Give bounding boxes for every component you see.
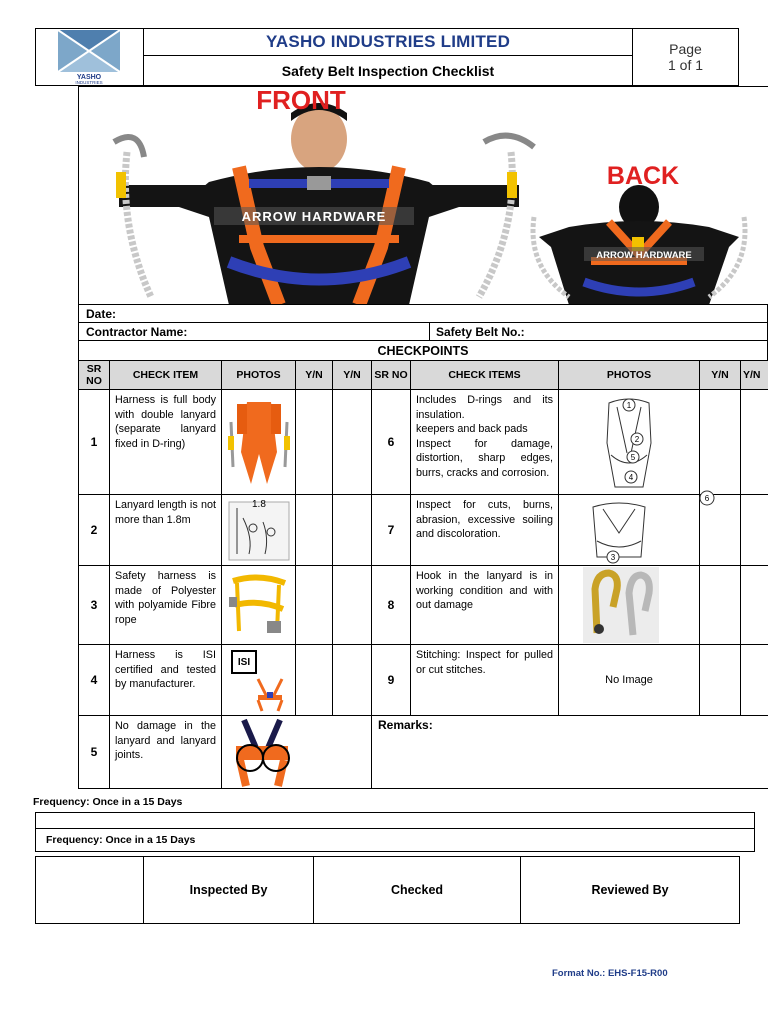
document-title: Safety Belt Inspection Checklist xyxy=(281,62,495,79)
row-8-yn-2[interactable] xyxy=(740,565,768,645)
watermark-back: ARROW HARDWARE xyxy=(596,250,692,261)
row-8-sr: 8 xyxy=(371,565,411,645)
logo-subtext: INDUSTRIES xyxy=(75,80,103,84)
row-8-photo xyxy=(558,565,700,645)
row-9-sr: 9 xyxy=(371,644,411,716)
checkpoints-title: CHECKPOINTS xyxy=(377,343,469,358)
lanyard-joint-photo xyxy=(226,718,298,788)
header-yn-left-1: Y/N xyxy=(295,360,333,390)
logo-cell xyxy=(36,29,144,85)
lanyard-hook-photo xyxy=(583,567,659,643)
row-4-photo xyxy=(221,644,296,716)
marker-3: 3 xyxy=(610,553,616,562)
row-9-check-item: Stitching: Inspect for pulled or cut stitches. xyxy=(410,644,559,716)
row-6-line-2: keepers and back pads xyxy=(416,423,528,435)
header-check-item: CHECK ITEM xyxy=(109,360,222,390)
harness-illustration xyxy=(79,87,768,305)
header-yn-left-2: Y/N xyxy=(332,360,372,390)
front-label: FRONT xyxy=(256,87,346,115)
reviewed-by-label: Reviewed By xyxy=(591,883,669,897)
frequency-note: Frequency: Once in a 15 Days xyxy=(33,796,183,808)
page-number-cell xyxy=(633,29,738,85)
row-2-photo xyxy=(221,494,296,566)
row-2-check-item: Lanyard length is not more than 1.8m xyxy=(109,494,222,566)
checked-cell[interactable] xyxy=(314,857,521,923)
contractor-label: Contractor Name: xyxy=(86,325,188,339)
logo-text: YASHO xyxy=(76,74,102,81)
row-5-sr: 5 xyxy=(78,715,110,789)
row-6-sr: 6 xyxy=(371,389,411,495)
row-8-check-item: Hook in the lanyard is in working condition and with out damage xyxy=(410,565,559,645)
title-cell xyxy=(144,56,633,85)
row-1-photo xyxy=(221,389,296,495)
header-yn-right-1: Y/N xyxy=(699,360,741,390)
company-logo xyxy=(58,30,120,84)
row-7-photo xyxy=(558,494,700,566)
row-4-yn-2[interactable] xyxy=(332,644,372,716)
row-6-line-1: Includes D-rings and its insulation. xyxy=(416,394,553,421)
row-2-yn-1[interactable] xyxy=(295,494,333,566)
format-number: Format No.: EHS-F15-R00 xyxy=(552,968,668,979)
marker-6: 6 xyxy=(704,494,710,503)
row-1-sr: 1 xyxy=(78,389,110,495)
inspected-by-label: Inspected By xyxy=(189,883,268,897)
row-3-yn-1[interactable] xyxy=(295,565,333,645)
checkpoints-title-row xyxy=(78,340,768,361)
full-body-harness-photo xyxy=(223,392,295,492)
row-9-yn-1[interactable] xyxy=(699,644,741,716)
header-photos-left: PHOTOS xyxy=(221,360,296,390)
lanyard-length-label: 1.8 xyxy=(252,499,266,510)
company-cell xyxy=(144,29,633,56)
harness-photo-section xyxy=(78,86,768,304)
back-label: BACK xyxy=(606,162,680,190)
no-image-text: No Image xyxy=(605,674,653,686)
row-4-sr: 4 xyxy=(78,644,110,716)
remarks-field[interactable] xyxy=(371,715,768,789)
signature-blank-cell[interactable] xyxy=(36,857,144,923)
document-header xyxy=(35,28,739,86)
date-row xyxy=(78,304,768,323)
row-3-check-item: Safety harness is made of Polyester with polyamide Fibre rope xyxy=(109,565,222,645)
belt-no-label: Safety Belt No.: xyxy=(436,325,525,339)
isi-mark-icon xyxy=(231,650,257,674)
row-3-yn-2[interactable] xyxy=(332,565,372,645)
row-4-yn-1[interactable] xyxy=(295,644,333,716)
row-6-yn-1[interactable] xyxy=(699,389,741,495)
frequency-box xyxy=(35,812,755,852)
row-7-check-item: Inspect for cuts, burns, abrasion, excessive soiling and discoloration. xyxy=(410,494,559,566)
safety-belt-no-field[interactable] xyxy=(430,323,767,340)
isi-mark-label: ISI xyxy=(237,656,251,668)
reviewed-by-cell[interactable] xyxy=(521,857,739,923)
contractor-name-field[interactable] xyxy=(79,323,430,340)
marker-5: 5 xyxy=(630,453,636,462)
checked-label: Checked xyxy=(390,883,444,897)
marker-4: 4 xyxy=(628,473,634,482)
isi-harness-photo xyxy=(250,675,290,713)
row-1-yn-2[interactable] xyxy=(332,389,372,495)
header-photos-right: PHOTOS xyxy=(558,360,700,390)
row-6-photo xyxy=(558,389,700,495)
row-4-check-item: Harness is ISI certified and tested by manufacturer. xyxy=(109,644,222,716)
page-value: 1 of 1 xyxy=(667,57,704,73)
frequency-inner-row: Frequency: Once in a 15 Days xyxy=(36,828,754,852)
row-2-sr: 2 xyxy=(78,494,110,566)
checkpoints-table xyxy=(78,360,768,789)
header-check-items: CHECK ITEMS xyxy=(410,360,559,390)
row-1-check-item: Harness is full body with double lanyard (separate lanyard fixed in D-ring) xyxy=(109,389,222,495)
marker-6-callout xyxy=(697,489,723,509)
signature-table xyxy=(35,856,740,924)
row-5-check-item: No damage in the lanyard and lanyard joints. xyxy=(109,715,222,789)
page-label: Page xyxy=(669,41,702,57)
row-8-yn-1[interactable] xyxy=(699,565,741,645)
date-label: Date: xyxy=(86,307,117,321)
row-3-photo xyxy=(221,565,296,645)
header-yn-right-2: Y/N xyxy=(740,360,768,390)
row-9-photo xyxy=(558,644,700,716)
row-5-photo xyxy=(221,715,372,789)
back-harness-diagram xyxy=(579,497,659,565)
row-7-yn-2[interactable] xyxy=(740,494,768,566)
polyester-harness-photo xyxy=(223,569,295,643)
front-figure xyxy=(114,103,534,305)
row-6-check-item xyxy=(410,389,559,495)
header-sr-no-left: SR NO xyxy=(78,360,110,390)
row-6-yn-2[interactable] xyxy=(740,389,768,495)
marker-2: 2 xyxy=(634,435,640,444)
watermark-front: ARROW HARDWARE xyxy=(241,209,387,224)
marker-1: 1 xyxy=(626,401,632,410)
row-3-sr: 3 xyxy=(78,565,110,645)
row-6-line-3: Inspect for damage, distortion, sharp edges, burrs, cracks and corrosion. xyxy=(416,437,553,479)
row-9-yn-2[interactable] xyxy=(740,644,768,716)
row-7-sr: 7 xyxy=(371,494,411,566)
row-2-yn-2[interactable] xyxy=(332,494,372,566)
inspected-by-cell[interactable] xyxy=(144,857,314,923)
header-sr-no-right: SR NO xyxy=(371,360,411,390)
back-figure xyxy=(533,185,745,305)
row-1-yn-1[interactable] xyxy=(295,389,333,495)
remarks-label: Remarks: xyxy=(378,718,433,732)
company-name: YASHO INDUSTRIES LIMITED xyxy=(265,32,511,51)
contractor-row xyxy=(78,322,768,341)
d-ring-diagram xyxy=(589,393,669,493)
